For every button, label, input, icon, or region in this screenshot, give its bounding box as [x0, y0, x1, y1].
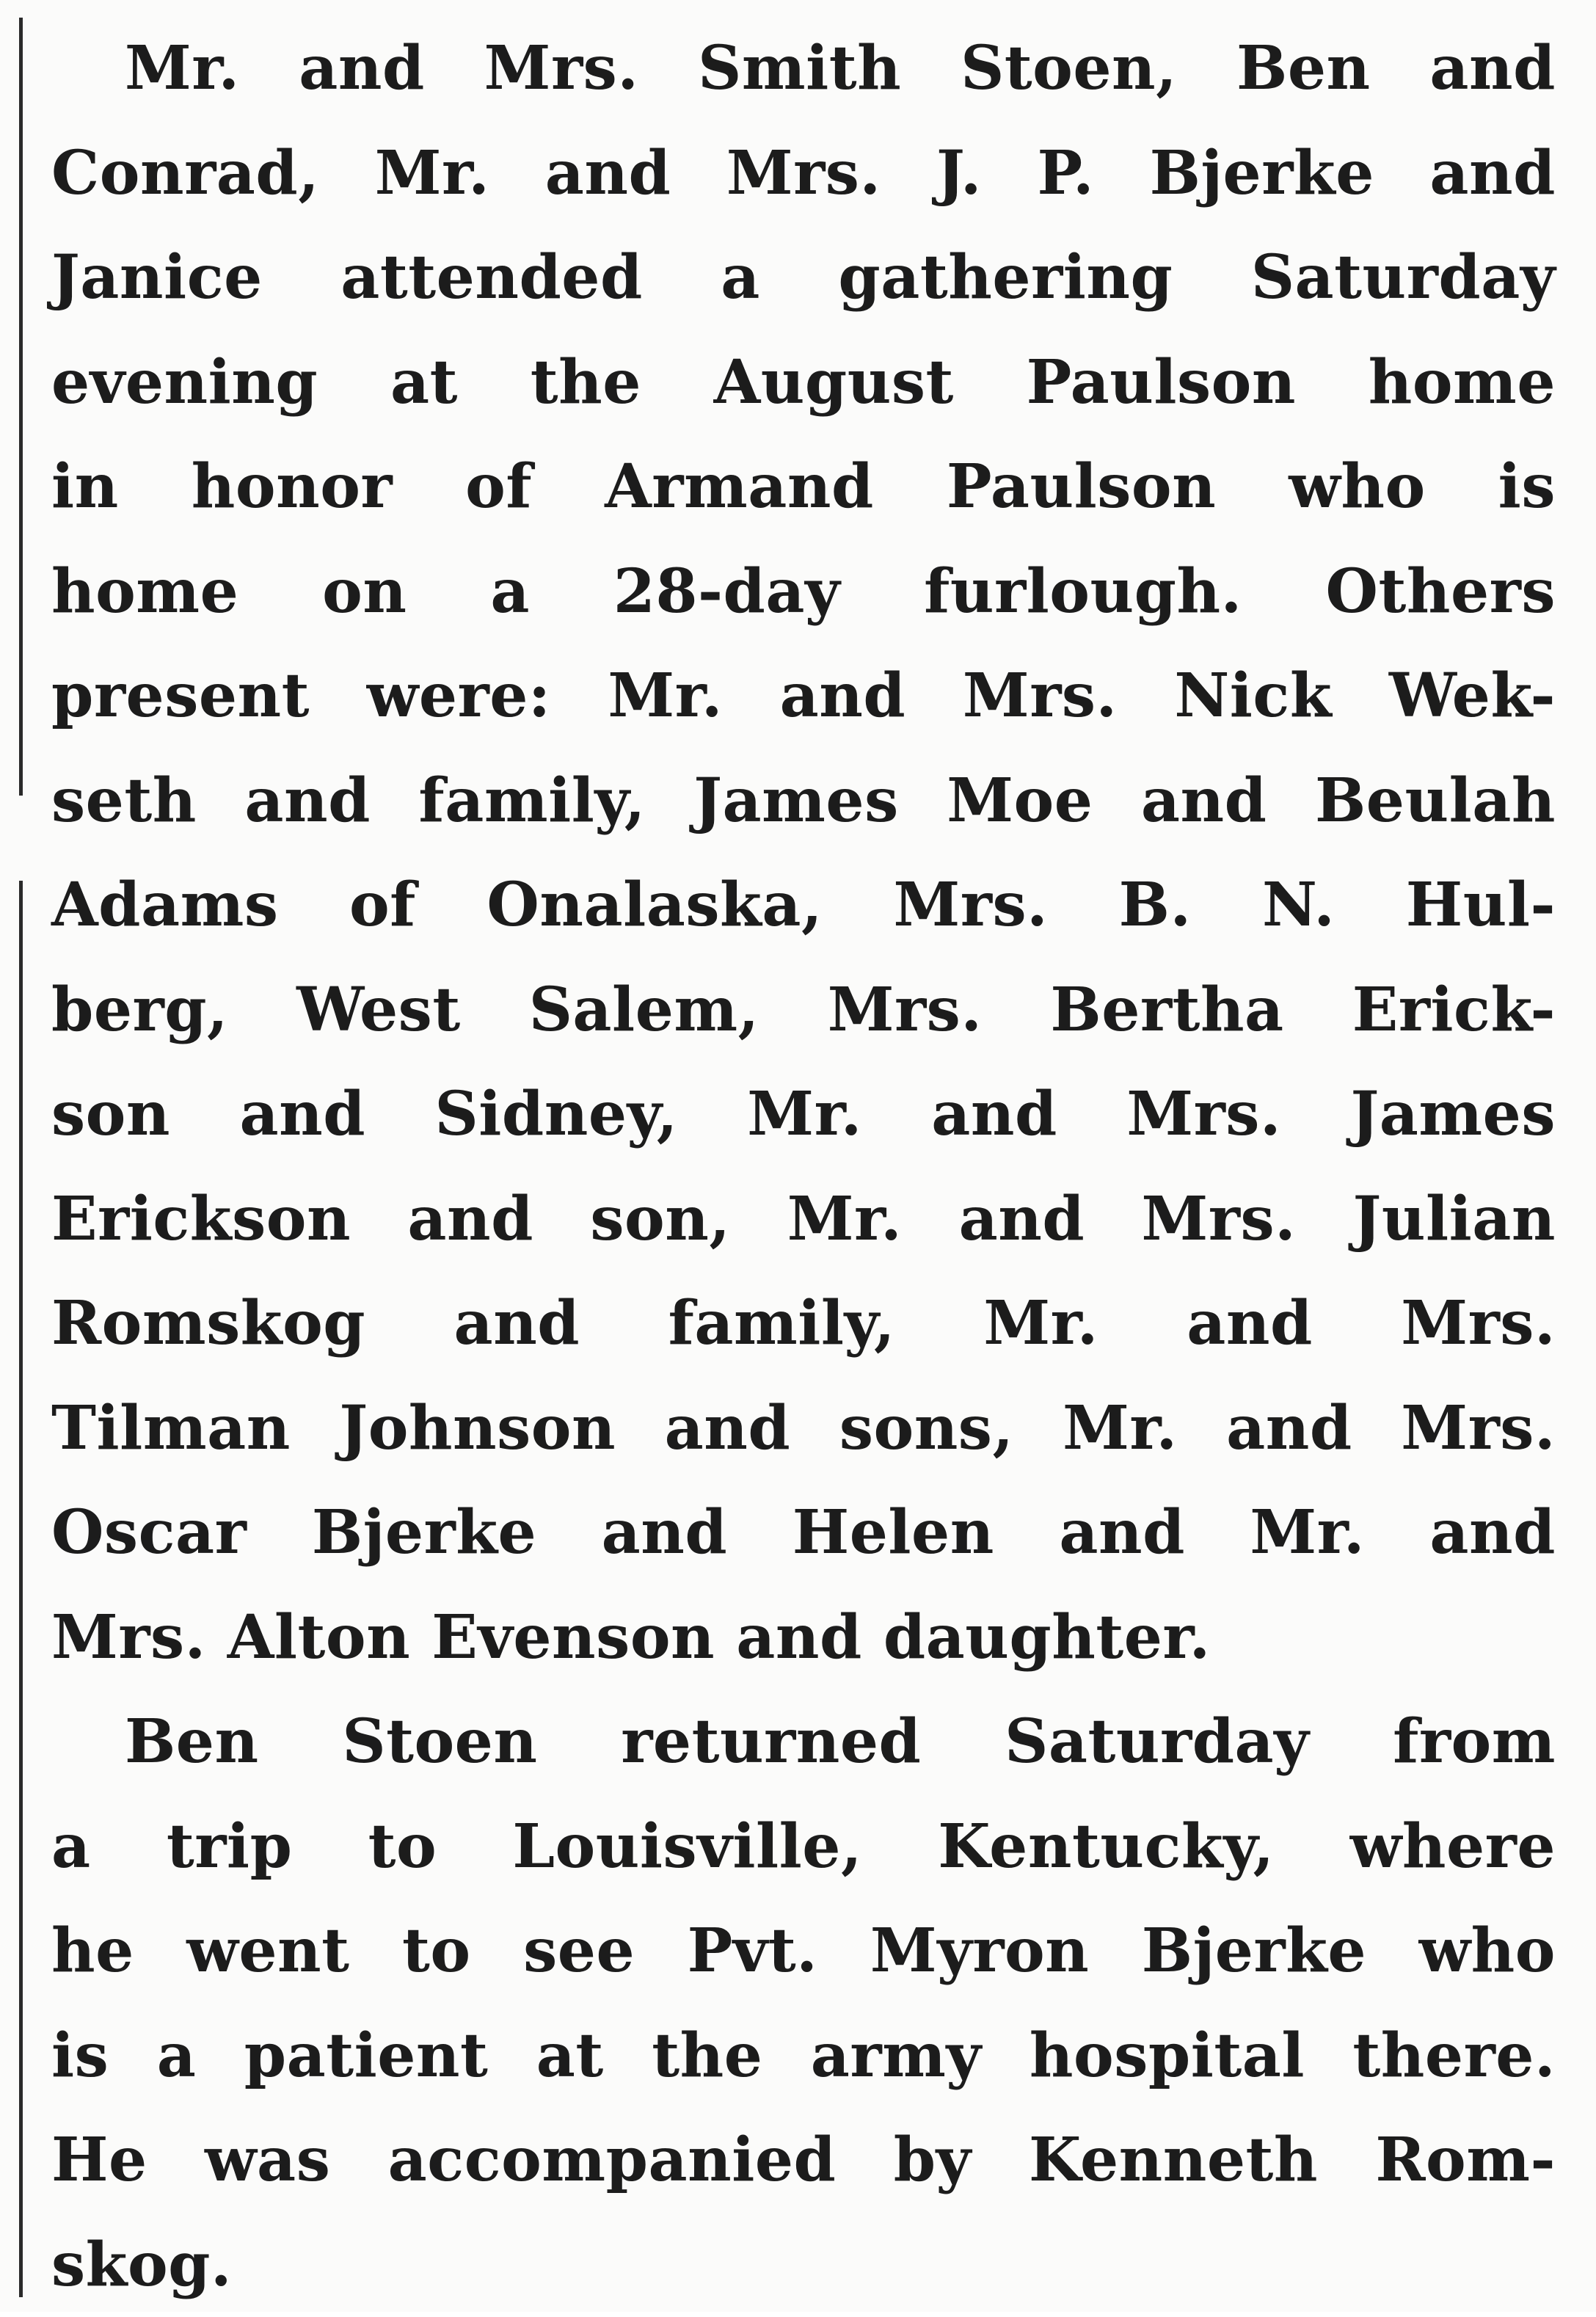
- text-line: Romskog and family, Mr. and Mrs.: [51, 1271, 1556, 1376]
- text-line: seth and family, James Moe and Beulah: [51, 749, 1556, 854]
- paragraph-louisville-trip: [51, 1689, 1556, 2317]
- text-line: evening at the August Paulson home: [51, 330, 1556, 435]
- text-line: son and Sidney, Mr. and Mrs. James: [51, 1062, 1556, 1167]
- text-line: Mrs. Alton Evenson and daughter.: [51, 1585, 1556, 1690]
- text-line: is a patient at the army hospital there.: [51, 2004, 1556, 2109]
- text-line: he went to see Pvt. Myron Bjerke who: [51, 1899, 1556, 2004]
- text-line: home on a 28-day furlough. Others: [51, 539, 1556, 644]
- column-rule-top: [19, 18, 23, 796]
- text-line: Mr. and Mrs. Smith Stoen, Ben and: [51, 16, 1556, 121]
- column-rule-bottom: [19, 881, 23, 2297]
- text-line: Tilman Johnson and sons, Mr. and Mrs.: [51, 1376, 1556, 1481]
- paragraph-gathering: [51, 16, 1556, 1689]
- text-line: skog.: [51, 2213, 1556, 2317]
- text-line: in honor of Armand Paulson who is: [51, 434, 1556, 539]
- text-line: Erickson and son, Mr. and Mrs. Julian: [51, 1167, 1556, 1272]
- text-line: berg, West Salem, Mrs. Bertha Erick-: [51, 958, 1556, 1063]
- text-line: a trip to Louisville, Kentucky, where: [51, 1794, 1556, 1899]
- text-line: Oscar Bjerke and Helen and Mr. and: [51, 1480, 1556, 1585]
- text-line: Janice attended a gathering Saturday: [51, 225, 1556, 330]
- text-line: Conrad, Mr. and Mrs. J. P. Bjerke and: [51, 121, 1556, 226]
- text-line: He was accompanied by Kenneth Rom-: [51, 2108, 1556, 2213]
- article-column: [51, 16, 1556, 2317]
- text-line: Ben Stoen returned Saturday from: [51, 1689, 1556, 1794]
- text-line: Adams of Onalaska, Mrs. B. N. Hul-: [51, 853, 1556, 958]
- text-line: present were: Mr. and Mrs. Nick Wek-: [51, 644, 1556, 749]
